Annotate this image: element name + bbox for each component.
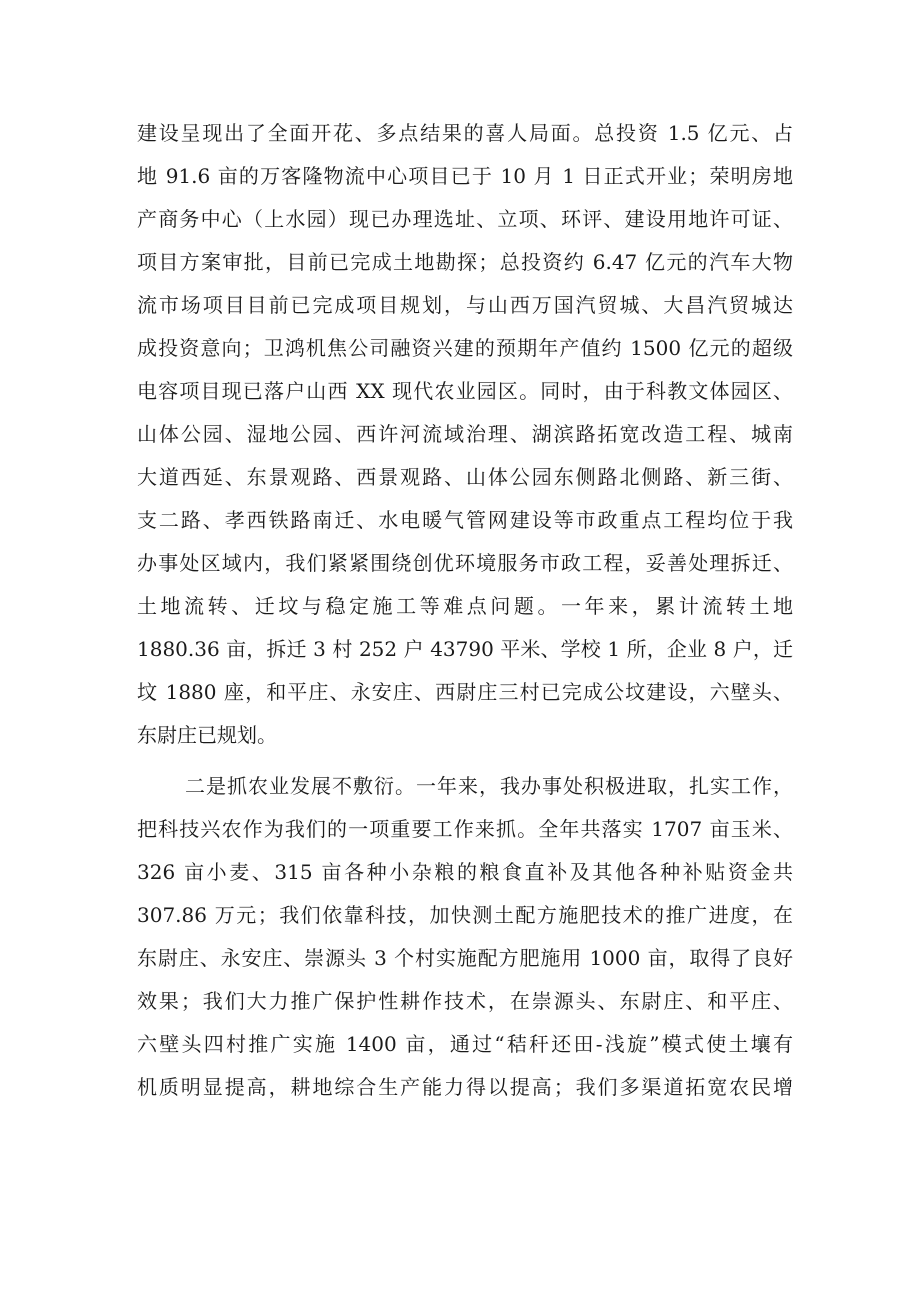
text-line: 326 亩小麦、315 亩各种小杂粮的粮食直补及其他各种补贴资金共 — [137, 860, 793, 884]
paragraph-spacer — [137, 757, 793, 765]
text-line: 地 91.6 亩的万客隆物流中心项目已于 10 月 1 日正式开业；荣明房地 — [137, 164, 793, 188]
paragraph-2 — [137, 765, 793, 1109]
paragraph-1 — [137, 112, 793, 757]
text-line: 坟 1880 座，和平庄、永安庄、西尉庄三村已完成公坟建设，六壁头、 — [137, 680, 793, 704]
text-line: 电容项目现已落户山西 XX 现代农业园区。同时，由于科教文体园区、 — [137, 379, 793, 403]
text-line: 产商务中心（上水园）现已办理选址、立项、环评、建设用地许可证、 — [137, 207, 793, 231]
text-line: 东尉庄、永安庄、崇源头 3 个村实施配方肥施用 1000 亩，取得了良好 — [137, 946, 793, 970]
text-line: 办事处区域内，我们紧紧围绕创优环境服务市政工程，妥善处理拆迁、 — [137, 551, 793, 575]
text-line: 效果；我们大力推广保护性耕作技术，在崇源头、东尉庄、和平庄、 — [137, 989, 793, 1013]
text-line: 流市场项目目前已完成项目规划，与山西万国汽贸城、大昌汽贸城达 — [137, 293, 793, 317]
text-line: 1880.36 亩，拆迁 3 村 252 户 43790 平米、学校 1 所，企业 8 户，迁 — [137, 637, 793, 661]
text-line: 六壁头四村推广实施 1400 亩，通过“秸秆还田-浅旋”模式使土壤有 — [137, 1032, 793, 1056]
text-line: 二是抓农业发展不敷衍。一年来，我办事处积极进取，扎实工作， — [185, 774, 793, 798]
text-line: 把科技兴农作为我们的一项重要工作来抓。全年共落实 1707 亩玉米、 — [137, 817, 793, 841]
text-line: 大道西延、东景观路、西景观路、山体公园东侧路北侧路、新三街、 — [137, 465, 793, 489]
text-line: 土地流转、迁坟与稳定施工等难点问题。一年来，累计流转土地 — [137, 594, 793, 618]
text-line: 307.86 万元；我们依靠科技，加快测土配方施肥技术的推广进度，在 — [137, 903, 793, 927]
document-body — [137, 112, 793, 1109]
text-line: 机质明显提高，耕地综合生产能力得以提高；我们多渠道拓宽农民增 — [137, 1075, 793, 1099]
text-line: 项目方案审批，目前已完成土地勘探；总投资约 6.47 亿元的汽车大物 — [137, 250, 793, 274]
text-line: 建设呈现出了全面开花、多点结果的喜人局面。总投资 1.5 亿元、占 — [137, 121, 793, 145]
text-line: 山体公园、湿地公园、西许河流域治理、湖滨路拓宽改造工程、城南 — [137, 422, 793, 446]
text-line: 东尉庄已规划。 — [137, 723, 277, 747]
text-line: 成投资意向；卫鸿机焦公司融资兴建的预期年产值约 1500 亿元的超级 — [137, 336, 793, 360]
text-line: 支二路、孝西铁路南迁、水电暖气管网建设等市政重点工程均位于我 — [137, 508, 793, 532]
